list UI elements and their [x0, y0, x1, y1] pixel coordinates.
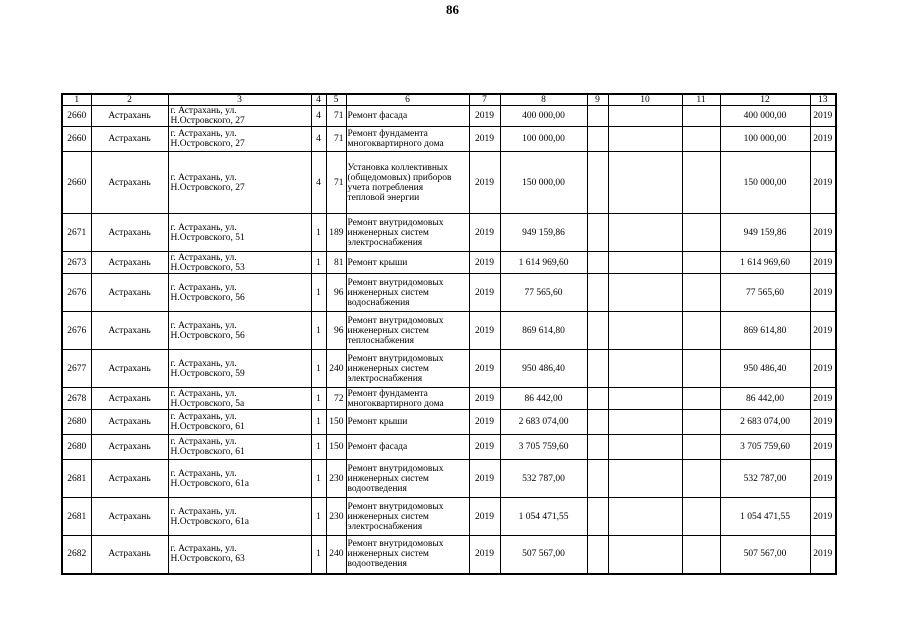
- col5-cell: 96: [326, 274, 346, 312]
- total-cost-cell: 1 614 969,60: [720, 252, 810, 274]
- col5-cell: 189: [326, 214, 346, 252]
- col10-cell: [608, 312, 682, 350]
- address-cell-line: Н.Островского, 61: [170, 422, 245, 432]
- work-type-cell-line: электроснабжения: [347, 373, 423, 384]
- total-cost-cell: 950 486,40: [720, 350, 810, 388]
- total-cost-cell: 2 683 074,00: [720, 410, 810, 435]
- header-cell: 8: [500, 94, 587, 106]
- header-cell: 5: [326, 94, 346, 106]
- address-cell: [168, 312, 311, 350]
- work-type-cell-line: Ремонт внутридомовых: [347, 277, 444, 288]
- table-row: [62, 312, 836, 350]
- work-type-cell-line: инженерных систем: [347, 511, 429, 522]
- object-id-cell: 2680: [62, 410, 91, 435]
- col11-cell: [682, 312, 720, 350]
- table-row: [62, 274, 836, 312]
- completion-year-cell: 2019: [810, 127, 836, 152]
- city-cell: Астрахань: [91, 214, 168, 252]
- completion-year-cell: 2019: [810, 410, 836, 435]
- header-cell: 12: [720, 94, 810, 106]
- col10-cell: [608, 498, 682, 536]
- work-type-cell-line: Ремонт внутридомовых: [347, 501, 444, 512]
- col5-cell: 150: [326, 435, 346, 460]
- cost-cell: 1 054 471,55: [500, 498, 587, 536]
- col11-cell: [682, 106, 720, 127]
- work-type-cell-line: теплоснабжения: [347, 335, 414, 346]
- address-cell-line: г. Астрахань, ул.: [170, 320, 237, 331]
- year-cell: 2019: [469, 152, 500, 214]
- address-cell-line: Н.Островского, 51: [170, 232, 245, 243]
- col10-cell: [608, 252, 682, 274]
- col5-cell: 96: [326, 312, 346, 350]
- header-cell: 13: [810, 94, 836, 106]
- object-id-cell: 2660: [62, 152, 91, 214]
- col5-cell: 71: [326, 152, 346, 214]
- table-row: [62, 152, 836, 214]
- address-cell: [168, 252, 311, 274]
- work-type-cell: [346, 410, 469, 435]
- repair-program-table: [61, 93, 837, 575]
- address-cell-line: Н.Островского, 27: [170, 139, 245, 149]
- work-type-cell-line: водоснабжения: [347, 297, 410, 308]
- work-type-cell: [346, 388, 469, 410]
- col9-cell: [587, 388, 608, 410]
- city-cell: Астрахань: [91, 536, 168, 574]
- address-cell-line: г. Астрахань, ул.: [170, 437, 237, 447]
- col4-cell: 4: [311, 152, 326, 214]
- col4-cell: 1: [311, 388, 326, 410]
- table-row: [62, 127, 836, 152]
- city-cell: Астрахань: [91, 435, 168, 460]
- address-cell-line: г. Астрахань, ул.: [170, 129, 237, 139]
- col9-cell: [587, 312, 608, 350]
- table-row: [62, 498, 836, 536]
- table-row: [62, 460, 836, 498]
- cost-cell: 507 567,00: [500, 536, 587, 574]
- col10-cell: [608, 274, 682, 312]
- address-cell: [168, 410, 311, 435]
- col11-cell: [682, 252, 720, 274]
- address-cell-line: Н.Островского, 27: [170, 116, 245, 126]
- city-cell: Астрахань: [91, 498, 168, 536]
- city-cell: Астрахань: [91, 388, 168, 410]
- address-cell: [168, 435, 311, 460]
- col5-cell: 240: [326, 536, 346, 574]
- work-type-cell: [346, 127, 469, 152]
- address-cell-line: г. Астрахань, ул.: [170, 358, 237, 369]
- table-row: [62, 388, 836, 410]
- address-cell-line: г. Астрахань, ул.: [170, 388, 237, 399]
- city-cell: Астрахань: [91, 460, 168, 498]
- work-type-cell-line: Ремонт внутридомовых: [347, 217, 444, 228]
- col4-cell: 1: [311, 410, 326, 435]
- city-cell: Астрахань: [91, 127, 168, 152]
- address-cell-line: Н.Островского, 63: [170, 554, 245, 565]
- city-cell: Астрахань: [91, 274, 168, 312]
- col9-cell: [587, 106, 608, 127]
- col4-cell: 1: [311, 274, 326, 312]
- work-type-cell-line: электроснабжения: [347, 237, 423, 248]
- table-row: [62, 252, 836, 274]
- total-cost-cell: 400 000,00: [720, 106, 810, 127]
- city-cell: Астрахань: [91, 152, 168, 214]
- header-cell: 2: [91, 94, 168, 106]
- cost-cell: 2 683 074,00: [500, 410, 587, 435]
- object-id-cell: 2660: [62, 106, 91, 127]
- object-id-cell: 2660: [62, 127, 91, 152]
- object-id-cell: 2676: [62, 312, 91, 350]
- completion-year-cell: 2019: [810, 498, 836, 536]
- col4-cell: 1: [311, 460, 326, 498]
- total-cost-cell: 86 442,00: [720, 388, 810, 410]
- col11-cell: [682, 460, 720, 498]
- work-type-cell-line: инженерных систем: [347, 325, 429, 336]
- address-cell: [168, 214, 311, 252]
- address-cell: [168, 274, 311, 312]
- address-cell-line: г. Астрахань, ул.: [170, 172, 237, 183]
- city-cell: Астрахань: [91, 252, 168, 274]
- completion-year-cell: 2019: [810, 350, 836, 388]
- work-type-cell: [346, 312, 469, 350]
- col5-cell: 230: [326, 460, 346, 498]
- header-cell: 6: [346, 94, 469, 106]
- work-type-cell-line: Ремонт внутридомовых: [347, 463, 444, 474]
- year-cell: 2019: [469, 214, 500, 252]
- address-cell-line: Н.Островского, 61а: [170, 516, 249, 527]
- col11-cell: [682, 536, 720, 574]
- total-cost-cell: 949 159,86: [720, 214, 810, 252]
- year-cell: 2019: [469, 435, 500, 460]
- col4-cell: 1: [311, 498, 326, 536]
- cost-cell: 100 000,00: [500, 127, 587, 152]
- total-cost-cell: 532 787,00: [720, 460, 810, 498]
- col9-cell: [587, 274, 608, 312]
- address-cell: [168, 460, 311, 498]
- col4-cell: 1: [311, 214, 326, 252]
- work-type-cell-line: Ремонт внутридомовых: [347, 539, 444, 550]
- object-id-cell: 2671: [62, 214, 91, 252]
- city-cell: Астрахань: [91, 350, 168, 388]
- col5-cell: 72: [326, 388, 346, 410]
- col10-cell: [608, 536, 682, 574]
- completion-year-cell: 2019: [810, 435, 836, 460]
- address-cell-line: Н.Островского, 53: [170, 262, 245, 273]
- year-cell: 2019: [469, 274, 500, 312]
- year-cell: 2019: [469, 498, 500, 536]
- col9-cell: [587, 214, 608, 252]
- col10-cell: [608, 350, 682, 388]
- table-body: [62, 94, 836, 574]
- cost-cell: 869 614,80: [500, 312, 587, 350]
- object-id-cell: 2678: [62, 388, 91, 410]
- work-type-cell: [346, 106, 469, 127]
- col5-cell: 150: [326, 410, 346, 435]
- year-cell: 2019: [469, 127, 500, 152]
- completion-year-cell: 2019: [810, 536, 836, 574]
- year-cell: 2019: [469, 350, 500, 388]
- total-cost-cell: 150 000,00: [720, 152, 810, 214]
- address-cell: [168, 127, 311, 152]
- total-cost-cell: 77 565,60: [720, 274, 810, 312]
- header-row: [62, 94, 836, 106]
- header-cell: 4: [311, 94, 326, 106]
- address-cell-line: г. Астрахань, ул.: [170, 506, 237, 517]
- work-type-cell-line: многоквартирного дома: [347, 139, 444, 149]
- work-type-cell-line: Ремонт фундамента: [347, 129, 428, 139]
- col11-cell: [682, 350, 720, 388]
- city-cell: Астрахань: [91, 410, 168, 435]
- cost-cell: 532 787,00: [500, 460, 587, 498]
- address-cell: [168, 498, 311, 536]
- total-cost-cell: 507 567,00: [720, 536, 810, 574]
- address-cell-line: Н.Островского, 61а: [170, 478, 249, 489]
- work-type-cell-line: многоквартирного дома: [347, 398, 444, 409]
- cost-cell: 400 000,00: [500, 106, 587, 127]
- year-cell: 2019: [469, 460, 500, 498]
- address-cell: [168, 536, 311, 574]
- work-type-cell-line: учета потребления: [347, 182, 424, 193]
- address-cell-line: г. Астрахань, ул.: [170, 222, 237, 233]
- col10-cell: [608, 435, 682, 460]
- col10-cell: [608, 410, 682, 435]
- col4-cell: 4: [311, 127, 326, 152]
- completion-year-cell: 2019: [810, 274, 836, 312]
- year-cell: 2019: [469, 410, 500, 435]
- work-type-cell-line: водоотведения: [347, 483, 407, 494]
- col9-cell: [587, 127, 608, 152]
- table-row: [62, 214, 836, 252]
- col11-cell: [682, 127, 720, 152]
- col10-cell: [608, 152, 682, 214]
- col9-cell: [587, 498, 608, 536]
- address-cell-line: Н.Островского, 5а: [170, 398, 245, 409]
- col5-cell: 230: [326, 498, 346, 536]
- work-type-cell: [346, 498, 469, 536]
- total-cost-cell: 3 705 759,60: [720, 435, 810, 460]
- work-type-cell: [346, 350, 469, 388]
- object-id-cell: 2681: [62, 460, 91, 498]
- address-cell-line: Н.Островского, 27: [170, 182, 245, 193]
- header-cell: 7: [469, 94, 500, 106]
- work-type-cell-line: электроснабжения: [347, 521, 423, 532]
- work-type-cell-line: водоотведения: [347, 559, 407, 570]
- year-cell: 2019: [469, 106, 500, 127]
- work-type-cell-line: инженерных систем: [347, 549, 429, 560]
- address-cell-line: г. Астрахань, ул.: [170, 106, 237, 116]
- col4-cell: 1: [311, 312, 326, 350]
- address-cell-line: г. Астрахань, ул.: [170, 282, 237, 293]
- completion-year-cell: 2019: [810, 460, 836, 498]
- cost-cell: 1 614 969,60: [500, 252, 587, 274]
- work-type-cell-line: Ремонт внутридомовых: [347, 315, 444, 326]
- work-type-cell: [346, 252, 469, 274]
- work-type-cell-line: Установка коллективных: [347, 162, 449, 173]
- work-type-cell: [346, 536, 469, 574]
- address-cell-line: г. Астрахань, ул.: [170, 252, 237, 263]
- address-cell-line: г. Астрахань, ул.: [170, 412, 237, 422]
- col4-cell: 1: [311, 536, 326, 574]
- year-cell: 2019: [469, 388, 500, 410]
- cost-cell: 86 442,00: [500, 388, 587, 410]
- col5-cell: 71: [326, 106, 346, 127]
- col4-cell: 4: [311, 106, 326, 127]
- col11-cell: [682, 214, 720, 252]
- completion-year-cell: 2019: [810, 312, 836, 350]
- completion-year-cell: 2019: [810, 388, 836, 410]
- address-cell-line: г. Астрахань, ул.: [170, 468, 237, 479]
- header-cell: 9: [587, 94, 608, 106]
- col11-cell: [682, 410, 720, 435]
- work-type-cell-line: инженерных систем: [347, 227, 429, 238]
- completion-year-cell: 2019: [810, 252, 836, 274]
- header-cell: 1: [62, 94, 91, 106]
- object-id-cell: 2677: [62, 350, 91, 388]
- table-row: [62, 106, 836, 127]
- year-cell: 2019: [469, 536, 500, 574]
- col4-cell: 1: [311, 435, 326, 460]
- completion-year-cell: 2019: [810, 214, 836, 252]
- col10-cell: [608, 460, 682, 498]
- work-type-cell: [346, 435, 469, 460]
- object-id-cell: 2681: [62, 498, 91, 536]
- header-cell: 10: [608, 94, 682, 106]
- col11-cell: [682, 435, 720, 460]
- col9-cell: [587, 460, 608, 498]
- cost-cell: 150 000,00: [500, 152, 587, 214]
- col9-cell: [587, 536, 608, 574]
- col11-cell: [682, 498, 720, 536]
- table-row: [62, 536, 836, 574]
- col10-cell: [608, 388, 682, 410]
- address-cell-line: Н.Островского, 59: [170, 368, 245, 379]
- col9-cell: [587, 152, 608, 214]
- col9-cell: [587, 252, 608, 274]
- work-type-cell-line: инженерных систем: [347, 287, 429, 298]
- work-type-cell: [346, 460, 469, 498]
- work-type-cell: [346, 214, 469, 252]
- completion-year-cell: 2019: [810, 106, 836, 127]
- work-type-cell-line: Ремонт фасада: [347, 442, 408, 452]
- object-id-cell: 2680: [62, 435, 91, 460]
- table-row: [62, 435, 836, 460]
- address-cell-line: Н.Островского, 56: [170, 330, 245, 341]
- work-type-cell-line: Ремонт крыши: [347, 257, 408, 268]
- col11-cell: [682, 152, 720, 214]
- col9-cell: [587, 410, 608, 435]
- work-type-cell-line: инженерных систем: [347, 363, 429, 374]
- object-id-cell: 2682: [62, 536, 91, 574]
- total-cost-cell: 100 000,00: [720, 127, 810, 152]
- table-row: [62, 350, 836, 388]
- work-type-cell-line: Ремонт внутридомовых: [347, 353, 444, 364]
- col5-cell: 240: [326, 350, 346, 388]
- address-cell-line: Н.Островского, 61: [170, 447, 245, 457]
- table-row: [62, 410, 836, 435]
- object-id-cell: 2673: [62, 252, 91, 274]
- completion-year-cell: 2019: [810, 152, 836, 214]
- work-type-cell-line: (общедомовых) приборов: [347, 172, 452, 183]
- col4-cell: 1: [311, 252, 326, 274]
- col9-cell: [587, 350, 608, 388]
- work-type-cell: [346, 152, 469, 214]
- cost-cell: 949 159,86: [500, 214, 587, 252]
- address-cell: [168, 350, 311, 388]
- col5-cell: 81: [326, 252, 346, 274]
- page-number: 86: [446, 2, 459, 17]
- city-cell: Астрахань: [91, 312, 168, 350]
- work-type-cell-line: Ремонт фундамента: [347, 388, 428, 399]
- col10-cell: [608, 106, 682, 127]
- address-cell: [168, 388, 311, 410]
- col5-cell: 71: [326, 127, 346, 152]
- cost-cell: 950 486,40: [500, 350, 587, 388]
- work-type-cell-line: Ремонт фасада: [347, 111, 408, 121]
- col11-cell: [682, 388, 720, 410]
- col4-cell: 1: [311, 350, 326, 388]
- col10-cell: [608, 127, 682, 152]
- col11-cell: [682, 274, 720, 312]
- work-type-cell-line: Ремонт крыши: [347, 417, 408, 427]
- object-id-cell: 2676: [62, 274, 91, 312]
- work-type-cell-line: тепловой энергии: [347, 192, 420, 203]
- work-type-cell-line: инженерных систем: [347, 473, 429, 484]
- cost-cell: 77 565,60: [500, 274, 587, 312]
- header-cell: 3: [168, 94, 311, 106]
- year-cell: 2019: [469, 252, 500, 274]
- total-cost-cell: 1 054 471,55: [720, 498, 810, 536]
- header-cell: 11: [682, 94, 720, 106]
- address-cell-line: г. Астрахань, ул.: [170, 544, 237, 555]
- cost-cell: 3 705 759,60: [500, 435, 587, 460]
- col9-cell: [587, 435, 608, 460]
- year-cell: 2019: [469, 312, 500, 350]
- city-cell: Астрахань: [91, 106, 168, 127]
- address-cell-line: Н.Островского, 56: [170, 292, 245, 303]
- col10-cell: [608, 214, 682, 252]
- total-cost-cell: 869 614,80: [720, 312, 810, 350]
- address-cell: [168, 152, 311, 214]
- address-cell: [168, 106, 311, 127]
- work-type-cell: [346, 274, 469, 312]
